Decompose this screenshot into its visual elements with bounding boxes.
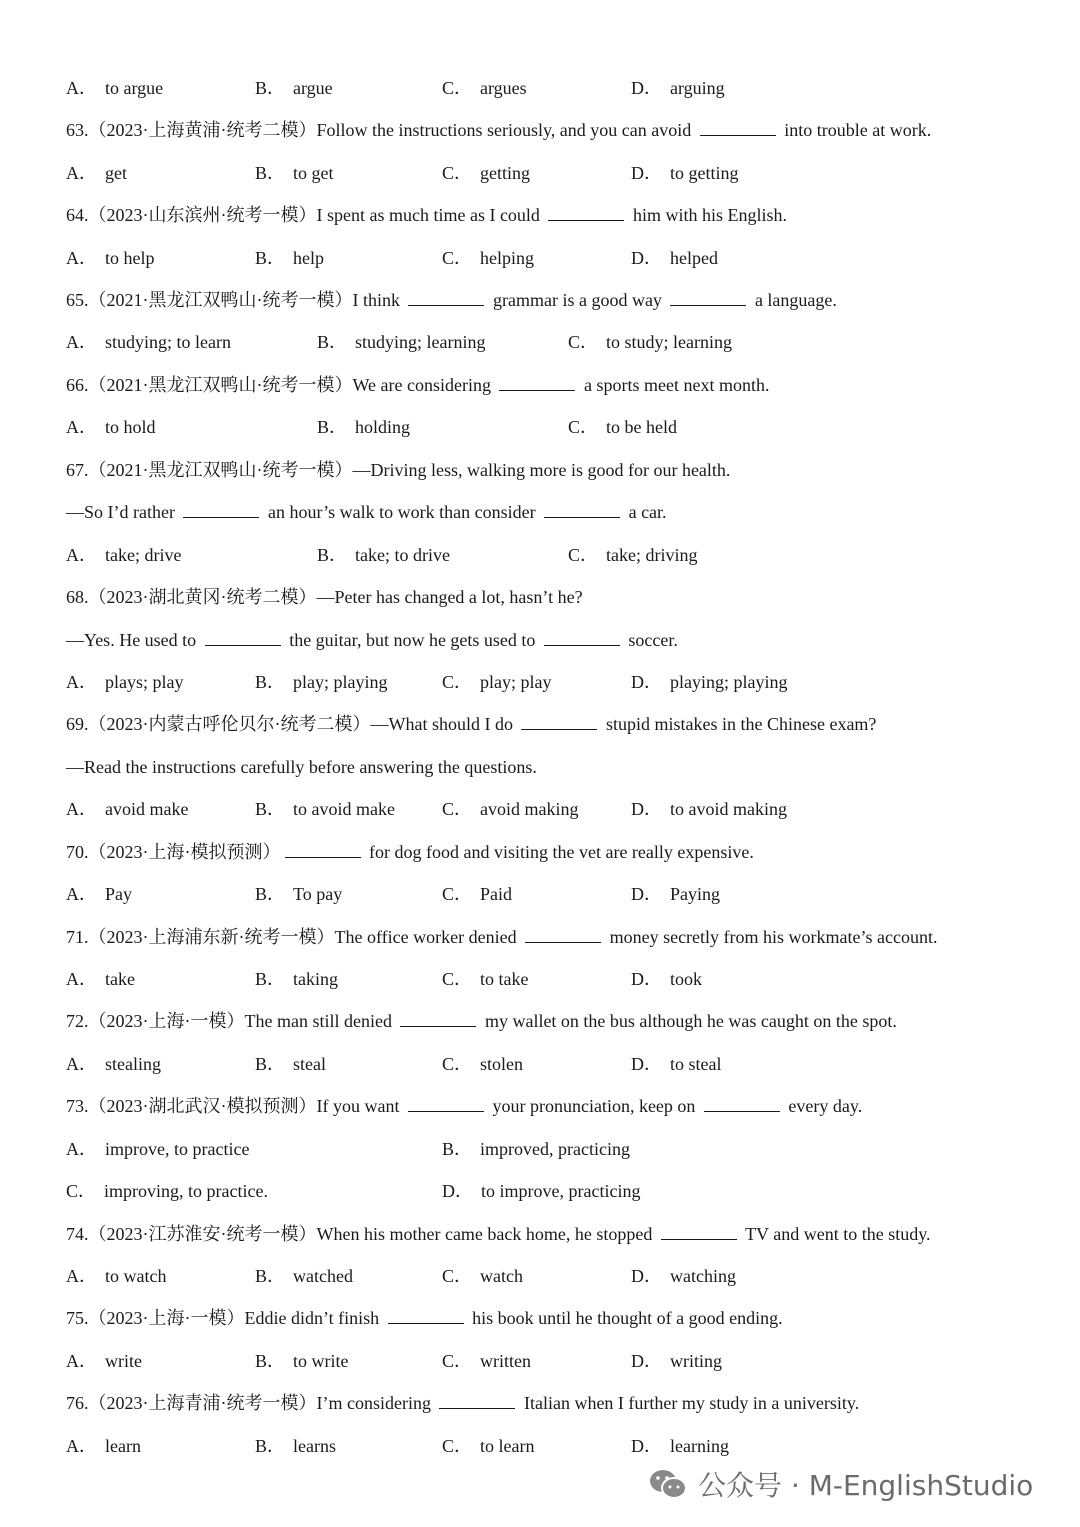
option-letter: D． bbox=[631, 1436, 662, 1456]
option-b[interactable] bbox=[317, 416, 410, 438]
question-text: soccer. bbox=[623, 630, 678, 650]
question-text: 75.（2023·上海·一模）Eddie didn’t finish bbox=[66, 1308, 384, 1328]
option-text: take; drive bbox=[105, 545, 182, 565]
option-letter: D． bbox=[631, 799, 662, 819]
option-letter: B． bbox=[317, 545, 348, 565]
question-line bbox=[66, 841, 1040, 863]
option-c[interactable] bbox=[568, 331, 732, 353]
option-text: to write bbox=[293, 1351, 349, 1371]
option-b[interactable] bbox=[255, 1265, 353, 1287]
option-d[interactable] bbox=[442, 1180, 640, 1202]
question-line bbox=[66, 1307, 1040, 1329]
question-text: TV and went to the study. bbox=[740, 1224, 931, 1244]
question-text: 69.（2023·内蒙古呼伦贝尔·统考二模）—What should I do bbox=[66, 714, 518, 734]
option-letter: C． bbox=[442, 1054, 473, 1074]
question-line bbox=[66, 204, 1040, 226]
option-text: get bbox=[105, 163, 127, 183]
option-letter: C． bbox=[442, 799, 473, 819]
option-text: avoid make bbox=[105, 799, 189, 819]
option-letter: B． bbox=[255, 969, 286, 989]
option-d[interactable] bbox=[631, 247, 718, 269]
option-letter: A． bbox=[66, 1351, 97, 1371]
option-text: written bbox=[480, 1351, 532, 1371]
option-b[interactable] bbox=[255, 671, 388, 693]
wechat-icon bbox=[648, 1467, 688, 1501]
option-c[interactable] bbox=[568, 544, 698, 566]
option-text: improved, practicing bbox=[480, 1139, 630, 1159]
option-b[interactable] bbox=[255, 1435, 336, 1457]
option-d[interactable] bbox=[631, 1053, 722, 1075]
question-line bbox=[66, 1223, 1040, 1245]
question-line bbox=[66, 1010, 1040, 1032]
question-text: his book until he thought of a good ending. bbox=[467, 1308, 783, 1328]
option-text: avoid making bbox=[480, 799, 579, 819]
option-text: studying; to learn bbox=[105, 332, 231, 352]
option-text: to be held bbox=[606, 417, 677, 437]
option-letter: C． bbox=[568, 545, 599, 565]
option-letter: B． bbox=[255, 799, 286, 819]
option-text: steal bbox=[293, 1054, 327, 1074]
option-d[interactable] bbox=[631, 883, 720, 905]
answer-blank[interactable] bbox=[548, 219, 624, 221]
option-letter: B． bbox=[255, 1266, 286, 1286]
option-a[interactable] bbox=[66, 968, 135, 990]
question-text: your pronunciation, keep on bbox=[487, 1096, 700, 1116]
answer-blank[interactable] bbox=[499, 389, 575, 391]
option-letter: B． bbox=[255, 163, 286, 183]
option-letter: A． bbox=[66, 248, 97, 268]
option-text: watching bbox=[670, 1266, 736, 1286]
option-text: learns bbox=[293, 1436, 336, 1456]
option-b[interactable] bbox=[255, 162, 334, 184]
option-a[interactable] bbox=[66, 883, 132, 905]
option-text: to watch bbox=[105, 1266, 167, 1286]
question-text: a language. bbox=[750, 290, 837, 310]
question-line bbox=[66, 119, 1040, 141]
question-line bbox=[66, 501, 1040, 523]
option-d[interactable] bbox=[631, 671, 787, 693]
question-text: stupid mistakes in the Chinese exam? bbox=[601, 714, 877, 734]
option-c[interactable] bbox=[442, 162, 530, 184]
option-b[interactable] bbox=[442, 1138, 630, 1160]
question-text: —Yes. He used to bbox=[66, 630, 201, 650]
option-text: Paid bbox=[480, 884, 513, 904]
option-b[interactable] bbox=[317, 331, 486, 353]
option-text: studying; learning bbox=[355, 332, 486, 352]
option-text: learn bbox=[105, 1436, 141, 1456]
option-a[interactable] bbox=[66, 1138, 249, 1160]
option-d[interactable] bbox=[631, 77, 725, 99]
answer-blank[interactable] bbox=[439, 1407, 515, 1409]
option-text: argue bbox=[293, 78, 333, 98]
option-text: improve, to practice bbox=[105, 1139, 250, 1159]
option-text: to hold bbox=[105, 417, 156, 437]
option-b[interactable] bbox=[255, 883, 342, 905]
option-c[interactable] bbox=[66, 1180, 268, 1202]
option-letter: A． bbox=[66, 417, 97, 437]
option-text: watch bbox=[480, 1266, 523, 1286]
option-text: helped bbox=[670, 248, 718, 268]
option-text: argues bbox=[480, 78, 527, 98]
option-text: take bbox=[105, 969, 135, 989]
option-letter: B． bbox=[317, 417, 348, 437]
option-letter: D． bbox=[631, 1266, 662, 1286]
option-text: learning bbox=[670, 1436, 729, 1456]
question-text: the guitar, but now he gets used to bbox=[284, 630, 540, 650]
option-b[interactable] bbox=[255, 798, 395, 820]
option-a[interactable] bbox=[66, 416, 156, 438]
question-line bbox=[66, 926, 1040, 948]
option-letter: C． bbox=[568, 417, 599, 437]
option-text: take; driving bbox=[606, 545, 698, 565]
option-d[interactable] bbox=[631, 1265, 736, 1287]
option-c[interactable] bbox=[442, 1265, 523, 1287]
option-text: Pay bbox=[105, 884, 132, 904]
option-text: to improve, practicing bbox=[481, 1181, 641, 1201]
option-text: taking bbox=[293, 969, 339, 989]
option-letter: D． bbox=[442, 1181, 473, 1201]
answer-blank[interactable] bbox=[400, 1025, 476, 1027]
question-text: 66.（2021·黑龙江双鸭山·统考一模）We are considering bbox=[66, 375, 496, 395]
option-a[interactable] bbox=[66, 331, 231, 353]
question-text: 68.（2023·湖北黄冈·统考二模）—Peter has changed a lot, hasn’t he? bbox=[66, 587, 583, 607]
option-text: helping bbox=[480, 248, 535, 268]
question-text: 67.（2021·黑龙江双鸭山·统考一模）—Driving less, walking more is good for our health. bbox=[66, 460, 731, 480]
option-letter: C． bbox=[442, 78, 473, 98]
option-text: stolen bbox=[480, 1054, 524, 1074]
option-letter: A． bbox=[66, 969, 97, 989]
option-text: to steal bbox=[670, 1054, 722, 1074]
option-text: to take bbox=[480, 969, 529, 989]
option-letter: C． bbox=[442, 884, 473, 904]
question-text: 72.（2023·上海·一模）The man still denied bbox=[66, 1011, 397, 1031]
option-text: help bbox=[293, 248, 325, 268]
question-line bbox=[66, 1095, 1040, 1117]
option-c[interactable] bbox=[442, 1053, 523, 1075]
option-letter: B． bbox=[255, 672, 286, 692]
option-text: watched bbox=[293, 1266, 353, 1286]
option-text: to argue bbox=[105, 78, 164, 98]
option-letter: A． bbox=[66, 78, 97, 98]
option-b[interactable] bbox=[317, 544, 450, 566]
question-line bbox=[66, 1392, 1040, 1414]
option-b[interactable] bbox=[255, 968, 338, 990]
option-letter: C． bbox=[442, 672, 473, 692]
question-text: —So I’d rather bbox=[66, 502, 180, 522]
option-a[interactable] bbox=[66, 798, 188, 820]
answer-blank[interactable] bbox=[408, 1110, 484, 1112]
option-letter: A． bbox=[66, 163, 97, 183]
option-letter: A． bbox=[66, 1266, 97, 1286]
option-d[interactable] bbox=[631, 162, 739, 184]
question-text: 71.（2023·上海浦东新·统考一模）The office worker denied bbox=[66, 927, 522, 947]
option-c[interactable] bbox=[442, 77, 527, 99]
option-a[interactable] bbox=[66, 671, 184, 693]
option-c[interactable] bbox=[442, 671, 552, 693]
option-letter: D． bbox=[631, 163, 662, 183]
option-text: arguing bbox=[670, 78, 725, 98]
answer-blank[interactable] bbox=[408, 304, 484, 306]
option-letter: C． bbox=[442, 1266, 473, 1286]
option-text: stealing bbox=[105, 1054, 161, 1074]
answer-blank[interactable] bbox=[183, 516, 259, 518]
question-text: a sports meet next month. bbox=[579, 375, 770, 395]
answer-blank[interactable] bbox=[704, 1110, 780, 1112]
question-text: a car. bbox=[624, 502, 667, 522]
option-letter: A． bbox=[66, 672, 97, 692]
question-text: an hour’s walk to work than consider bbox=[263, 502, 541, 522]
option-b[interactable] bbox=[255, 1350, 349, 1372]
option-b[interactable] bbox=[255, 77, 333, 99]
question-text: every day. bbox=[783, 1096, 863, 1116]
option-text: to avoid make bbox=[293, 799, 395, 819]
option-d[interactable] bbox=[631, 968, 702, 990]
question-text: him with his English. bbox=[628, 205, 787, 225]
option-letter: B． bbox=[255, 248, 286, 268]
answer-blank[interactable] bbox=[388, 1322, 464, 1324]
option-text: to learn bbox=[480, 1436, 535, 1456]
option-letter: D． bbox=[631, 78, 662, 98]
option-b[interactable] bbox=[255, 1053, 326, 1075]
answer-blank[interactable] bbox=[670, 304, 746, 306]
answer-blank[interactable] bbox=[544, 516, 620, 518]
option-letter: C． bbox=[66, 1181, 97, 1201]
option-letter: C． bbox=[442, 248, 473, 268]
option-a[interactable] bbox=[66, 1265, 166, 1287]
question-line bbox=[66, 374, 1040, 396]
option-c[interactable] bbox=[442, 1350, 531, 1372]
option-text: getting bbox=[480, 163, 531, 183]
option-letter: D． bbox=[631, 672, 662, 692]
option-text: plays; play bbox=[105, 672, 184, 692]
option-letter: A． bbox=[66, 799, 97, 819]
option-text: To pay bbox=[293, 884, 343, 904]
question-line bbox=[66, 756, 1040, 778]
option-text: writing bbox=[670, 1351, 722, 1371]
option-letter: A． bbox=[66, 1139, 97, 1159]
option-letter: B． bbox=[255, 1054, 286, 1074]
option-letter: B． bbox=[255, 78, 286, 98]
option-letter: B． bbox=[255, 884, 286, 904]
option-b[interactable] bbox=[255, 247, 324, 269]
question-line bbox=[66, 713, 1040, 735]
answer-blank[interactable] bbox=[285, 856, 361, 858]
option-a[interactable] bbox=[66, 77, 163, 99]
option-a[interactable] bbox=[66, 544, 181, 566]
option-c[interactable] bbox=[568, 416, 677, 438]
option-text: to help bbox=[105, 248, 155, 268]
option-a[interactable] bbox=[66, 247, 155, 269]
option-text: Paying bbox=[670, 884, 721, 904]
option-a[interactable] bbox=[66, 162, 127, 184]
option-letter: B． bbox=[255, 1436, 286, 1456]
question-line bbox=[66, 459, 1040, 481]
question-text: Italian when I further my study in a university. bbox=[519, 1393, 860, 1413]
option-letter: C． bbox=[442, 163, 473, 183]
watermark bbox=[648, 1464, 1033, 1504]
question-text: grammar is a good way bbox=[488, 290, 667, 310]
option-c[interactable] bbox=[442, 247, 534, 269]
answer-blank[interactable] bbox=[700, 134, 776, 136]
option-text: take; to drive bbox=[355, 545, 450, 565]
option-text: to getting bbox=[670, 163, 739, 183]
option-text: to get bbox=[293, 163, 334, 183]
question-text: for dog food and visiting the vet are really expensive. bbox=[364, 842, 754, 862]
option-letter: D． bbox=[631, 1054, 662, 1074]
option-letter: C． bbox=[442, 1436, 473, 1456]
option-a[interactable] bbox=[66, 1350, 142, 1372]
answer-blank[interactable] bbox=[544, 644, 620, 646]
option-letter: B． bbox=[442, 1139, 473, 1159]
question-text: 63.（2023·上海黄浦·统考二模）Follow the instructions seriously, and you can avoid bbox=[66, 120, 696, 140]
option-text: improving, to practice. bbox=[104, 1181, 268, 1201]
option-letter: B． bbox=[317, 332, 348, 352]
option-d[interactable] bbox=[631, 1435, 729, 1457]
question-text: into trouble at work. bbox=[779, 120, 932, 140]
option-text: took bbox=[670, 969, 703, 989]
question-text: —Read the instructions carefully before answering the questions. bbox=[66, 757, 537, 777]
answer-blank[interactable] bbox=[525, 941, 601, 943]
option-c[interactable] bbox=[442, 1435, 535, 1457]
option-letter: D． bbox=[631, 1351, 662, 1371]
question-text: 70.（2023·上海·模拟预测） bbox=[66, 842, 281, 862]
option-letter: A． bbox=[66, 884, 97, 904]
option-a[interactable] bbox=[66, 1053, 161, 1075]
watermark-text: 公众号 · M-EnglishStudio bbox=[698, 1469, 1034, 1502]
answer-blank[interactable] bbox=[205, 644, 281, 646]
option-text: to study; learning bbox=[606, 332, 732, 352]
option-letter: A． bbox=[66, 1054, 97, 1074]
option-c[interactable] bbox=[442, 883, 512, 905]
option-letter: D． bbox=[631, 969, 662, 989]
option-letter: A． bbox=[66, 545, 97, 565]
question-text: my wallet on the bus although he was caught on the spot. bbox=[480, 1011, 897, 1031]
question-line bbox=[66, 586, 1040, 608]
question-line bbox=[66, 629, 1040, 651]
option-text: play; play bbox=[480, 672, 552, 692]
option-letter: D． bbox=[631, 248, 662, 268]
option-letter: D． bbox=[631, 884, 662, 904]
option-c[interactable] bbox=[442, 798, 579, 820]
answer-blank[interactable] bbox=[521, 728, 597, 730]
option-letter: A． bbox=[66, 332, 97, 352]
option-d[interactable] bbox=[631, 1350, 722, 1372]
question-text: 74.（2023·江苏淮安·统考一模）When his mother came back home, he stopped bbox=[66, 1224, 657, 1244]
question-text: 76.（2023·上海青浦·统考一模）I’m considering bbox=[66, 1393, 436, 1413]
question-text: 64.（2023·山东滨州·统考一模）I spent as much time as I could bbox=[66, 205, 545, 225]
option-text: to avoid making bbox=[670, 799, 787, 819]
question-text: money secretly from his workmate’s account. bbox=[605, 927, 938, 947]
option-c[interactable] bbox=[442, 968, 529, 990]
option-a[interactable] bbox=[66, 1435, 141, 1457]
option-text: play; playing bbox=[293, 672, 388, 692]
option-letter: C． bbox=[442, 1351, 473, 1371]
option-letter: C． bbox=[568, 332, 599, 352]
option-letter: B． bbox=[255, 1351, 286, 1371]
option-text: playing; playing bbox=[670, 672, 788, 692]
option-d[interactable] bbox=[631, 798, 787, 820]
option-letter: A． bbox=[66, 1436, 97, 1456]
option-letter: C． bbox=[442, 969, 473, 989]
question-text: 65.（2021·黑龙江双鸭山·统考一模）I think bbox=[66, 290, 405, 310]
option-text: write bbox=[105, 1351, 142, 1371]
option-text: holding bbox=[355, 417, 411, 437]
question-text: 73.（2023·湖北武汉·模拟预测）If you want bbox=[66, 1096, 404, 1116]
answer-blank[interactable] bbox=[661, 1238, 737, 1240]
question-line bbox=[66, 289, 1040, 311]
